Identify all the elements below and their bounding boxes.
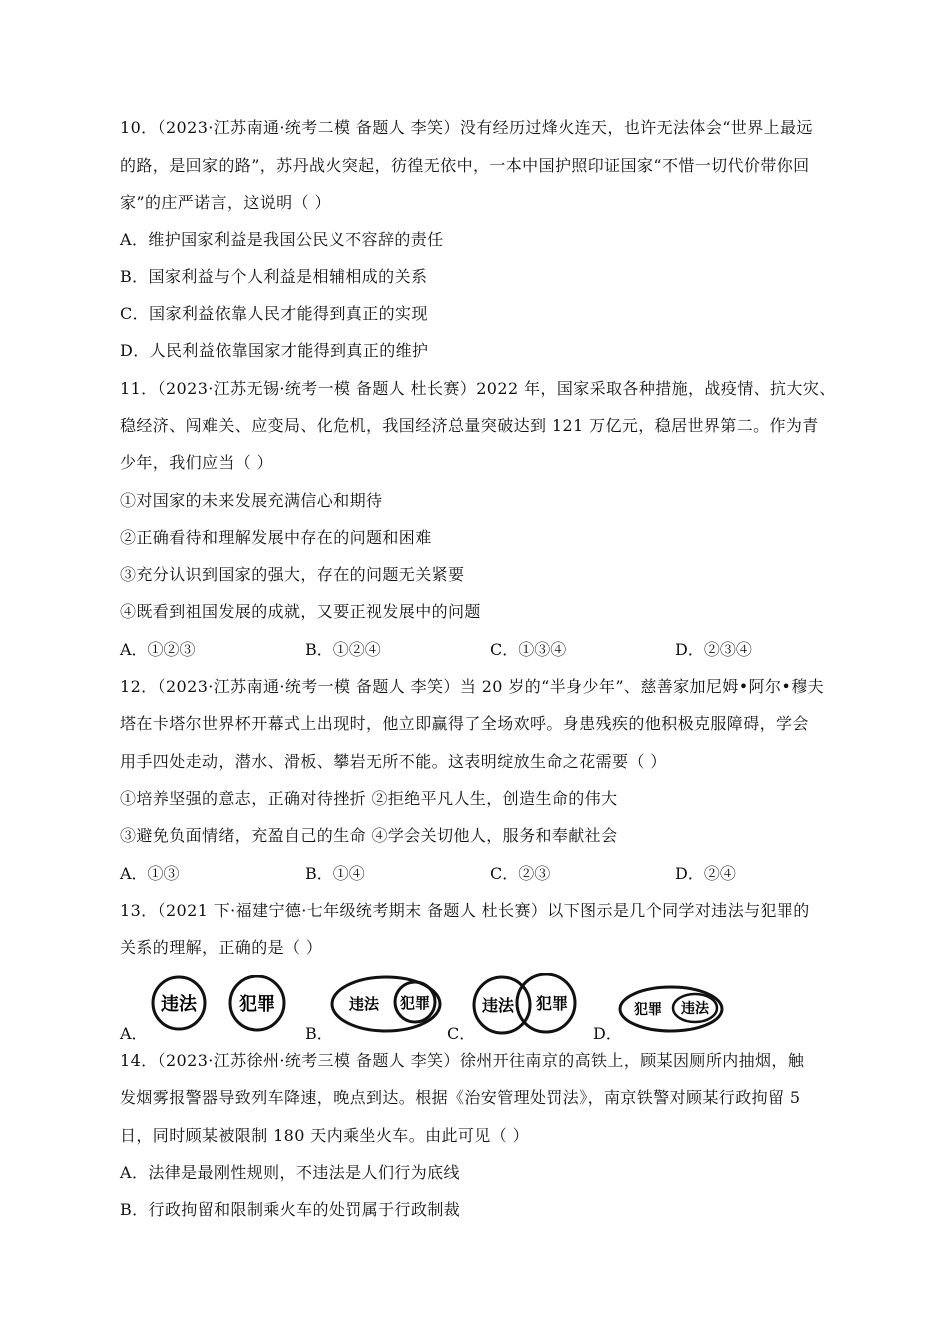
question-13-line-1: 13．（2021 下·福建宁德·七年级统考期末 备题人 杜长赛）以下图示是几个同学对违法与犯罪的 <box>120 901 810 920</box>
venn-diagram-d <box>618 983 728 1033</box>
question-13-option-b: B． <box>305 1024 333 1043</box>
question-12-option-b: B．①④ <box>305 864 365 883</box>
question-11-line-1: 11．（2023·江苏无锡·统考一模 备题人 杜长赛）2022 年，国家采取各种措施，战疫情、抗大灾、 <box>120 379 836 398</box>
venn-a-crime-label: 犯罪 <box>239 994 275 1015</box>
question-12-line-2: 塔在卡塔尔世界杯开幕式上出现时，他立即赢得了全场欢呼。身患残疾的他积极克服障碍，学会 <box>120 714 809 733</box>
venn-b-crime-label: 犯罪 <box>399 994 431 1012</box>
question-12-option-d: D．②④ <box>675 864 736 883</box>
question-14-line-3: 日，同时顾某被限制 180 天内乘坐火车。由此可见（ ） <box>120 1126 529 1145</box>
question-10-line-1: 10．（2023·江苏南通·统考二模 备题人 李笑）没有经历过烽火连天，也许无法体会“世界上最远 <box>120 118 813 137</box>
question-11-statement-3: ③充分认识到国家的强大，存在的问题无关紧要 <box>120 565 465 584</box>
question-11-option-c: C．①③④ <box>490 640 567 659</box>
question-14-option-b: B．行政拘留和限制乘火车的处罚属于行政制裁 <box>120 1200 461 1219</box>
question-14-option-a: A．法律是最刚性规则，不违法是人们行为底线 <box>120 1163 460 1182</box>
venn-d-illegal-label: 违法 <box>681 1001 709 1017</box>
venn-b-illegal-label: 违法 <box>348 995 380 1013</box>
question-14-line-1: 14．（2023·江苏徐州·统考三模 备题人 李笑）徐州开往南京的高铁上，顾某因厕所内抽烟，触 <box>120 1051 805 1070</box>
question-12-option-a: A．①③ <box>120 864 180 883</box>
question-11-statement-1: ①对国家的未来发展充满信心和期待 <box>120 491 383 510</box>
question-13-option-d: D． <box>593 1024 622 1043</box>
question-11-option-a: A．①②③ <box>120 640 196 659</box>
venn-diagram-c <box>470 973 580 1037</box>
venn-c-illegal-label: 违法 <box>481 996 515 1015</box>
question-10-option-d: D．人民利益依靠国家才能得到真正的维护 <box>120 341 429 360</box>
question-12-line-1: 12．（2023·江苏南通·统考一模 备题人 李笑）当 20 岁的“半身少年”、慈善家加尼姆•阿尔•穆夫 <box>120 677 824 696</box>
question-10-option-b: B．国家利益与个人利益是相辅相成的关系 <box>120 267 428 286</box>
question-11-line-2: 稳经济、闯难关、应变局、化危机，我国经济总量突破达到 121 万亿元，稳居世界第二。作为青 <box>120 416 819 435</box>
question-12-option-c: C．②③ <box>490 864 551 883</box>
question-12-statements-2: ③避免负面情绪，充盈自己的生命 ④学会关切他人，服务和奉献社会 <box>120 826 618 845</box>
question-11-option-b: B．①②④ <box>305 640 381 659</box>
venn-d-crime-label: 犯罪 <box>634 1002 662 1018</box>
question-10-option-a: A．维护国家利益是我国公民义不容辞的责任 <box>120 230 444 249</box>
venn-a-illegal-label: 违法 <box>161 994 197 1015</box>
question-14-line-2: 发烟雾报警器导致列车降速，晚点到达。根据《治安管理处罚法》，南京铁警对顾某行政拘留 5 <box>120 1088 801 1107</box>
question-11-statement-4: ④既看到祖国发展的成就，又要正视发展中的问题 <box>120 602 481 621</box>
question-11-option-d: D．②③④ <box>675 640 752 659</box>
question-11-line-3: 少年，我们应当（ ） <box>120 453 274 472</box>
question-13-option-a: A． <box>120 1024 148 1043</box>
question-12-line-3: 用手四处走动，潜水、滑板、攀岩无所不能。这表明绽放生命之花需要（ ） <box>120 752 667 771</box>
question-11-statement-2: ②正确看待和理解发展中存在的问题和困难 <box>120 528 432 547</box>
question-10-option-c: C．国家利益依靠人民才能得到真正的实现 <box>120 304 428 323</box>
question-13-option-c: C． <box>447 1024 476 1043</box>
venn-diagram-b <box>330 975 450 1035</box>
question-13-line-2: 关系的理解，正确的是（ ） <box>120 938 323 957</box>
question-10-line-3: 家”的庄严诺言，这说明（ ） <box>120 193 331 212</box>
venn-c-crime-label: 犯罪 <box>535 994 569 1013</box>
question-12-statements-1: ①培养坚强的意志，正确对待挫折 ②拒绝平凡人生，创造生命的伟大 <box>120 789 618 808</box>
question-10-line-2: 的路，是回家的路”，苏丹战火突起，彷徨无依中，一本中国护照印证国家“不惜一切代价带你回 <box>120 156 810 175</box>
venn-diagram-a <box>146 975 296 1035</box>
